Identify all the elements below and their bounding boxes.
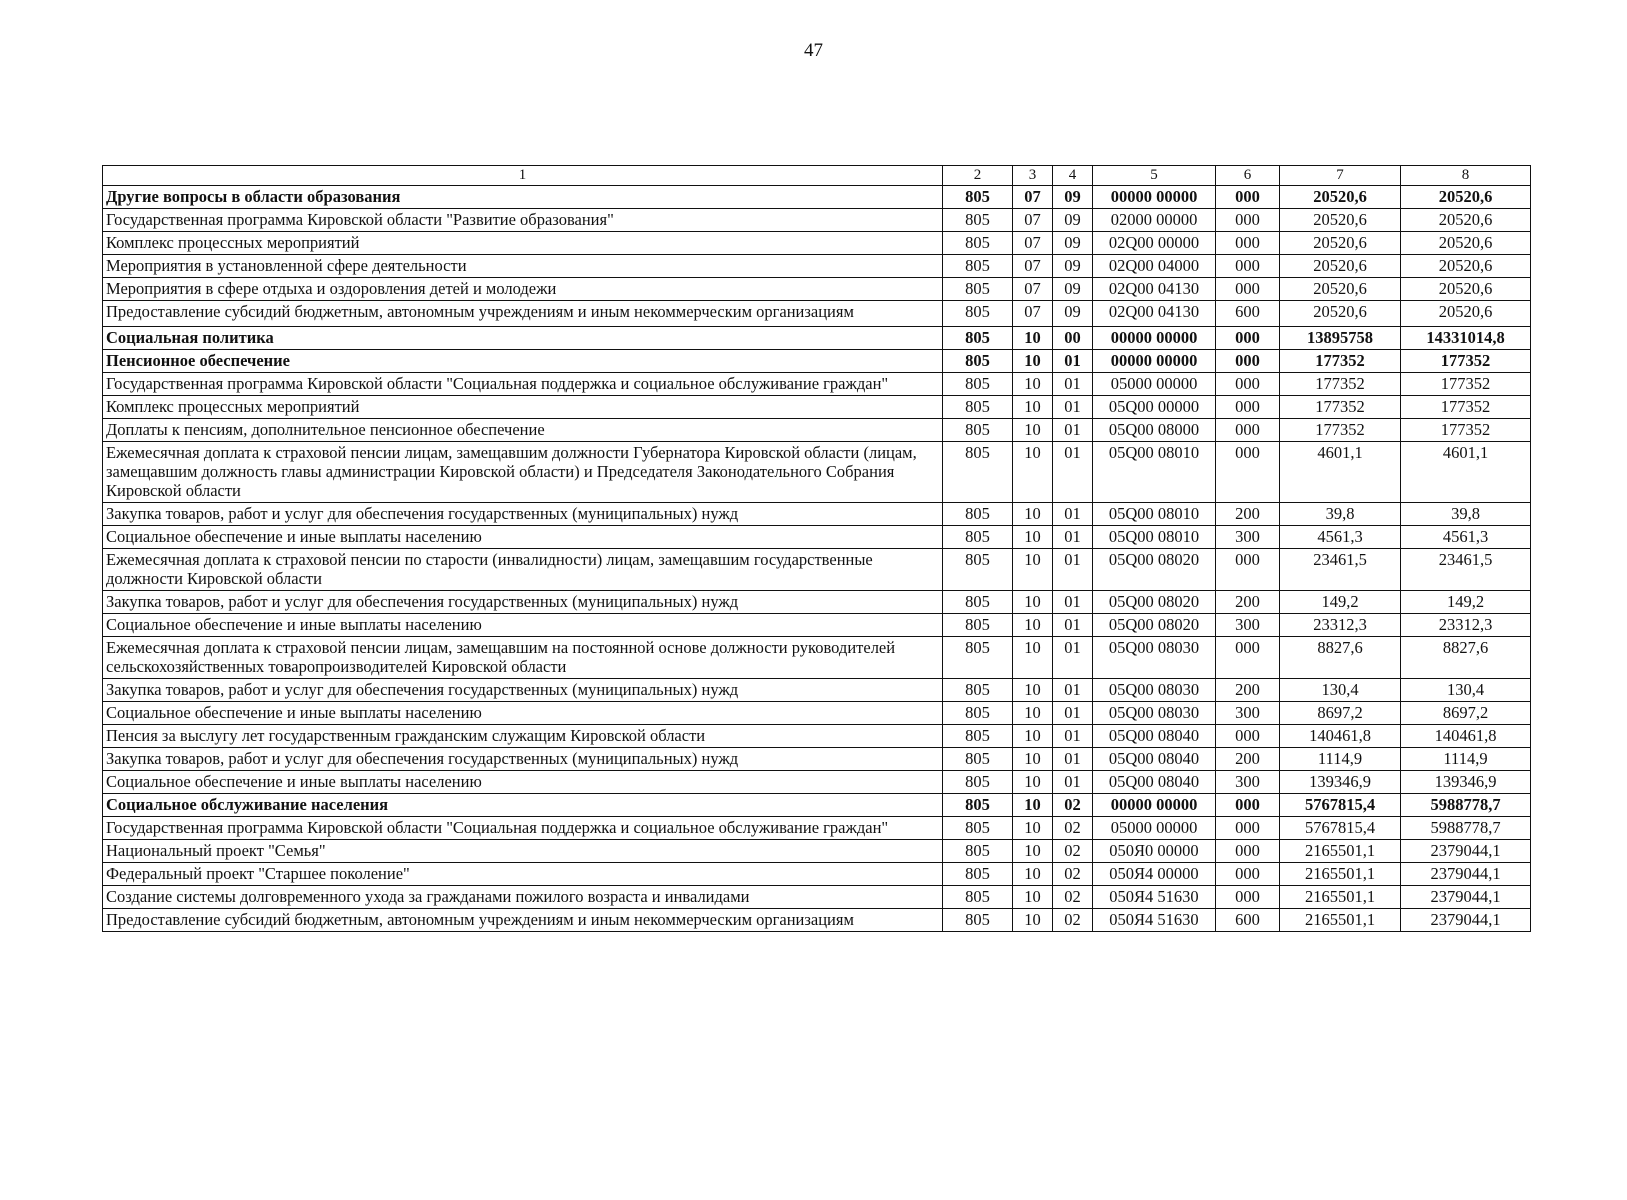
cell-target-article: 05Q00 08010 — [1093, 526, 1216, 549]
cell-amount-year-1: 5767815,4 — [1280, 794, 1401, 817]
cell-expense-type: 000 — [1216, 396, 1280, 419]
cell-amount-year-1: 20520,6 — [1280, 232, 1401, 255]
cell-name: Закупка товаров, работ и услуг для обеспечения государственных (муниципальных) нужд — [103, 748, 943, 771]
cell-target-article: 05Q00 08040 — [1093, 771, 1216, 794]
cell-ministry-code: 805 — [943, 679, 1013, 702]
table-row — [103, 614, 1531, 637]
cell-amount-year-2: 177352 — [1401, 396, 1531, 419]
cell-target-article: 05Q00 08020 — [1093, 614, 1216, 637]
cell-ministry-code: 805 — [943, 278, 1013, 301]
cell-amount-year-2: 20520,6 — [1401, 255, 1531, 278]
cell-name: Социальное обеспечение и иные выплаты населению — [103, 771, 943, 794]
cell-amount-year-1: 2165501,1 — [1280, 863, 1401, 886]
cell-ministry-code: 805 — [943, 232, 1013, 255]
cell-ministry-code: 805 — [943, 442, 1013, 503]
cell-amount-year-1: 140461,8 — [1280, 725, 1401, 748]
cell-section-code: 10 — [1013, 679, 1053, 702]
cell-amount-year-2: 20520,6 — [1401, 301, 1531, 327]
cell-target-article: 05Q00 08020 — [1093, 549, 1216, 591]
cell-ministry-code: 805 — [943, 637, 1013, 679]
cell-subsection-code: 02 — [1053, 794, 1093, 817]
table-row — [103, 327, 1531, 350]
cell-subsection-code: 09 — [1053, 232, 1093, 255]
cell-subsection-code: 01 — [1053, 591, 1093, 614]
cell-name: Создание системы долговременного ухода за гражданами пожилого возраста и инвалидами — [103, 886, 943, 909]
cell-amount-year-2: 2379044,1 — [1401, 886, 1531, 909]
cell-amount-year-2: 139346,9 — [1401, 771, 1531, 794]
cell-target-article: 00000 00000 — [1093, 327, 1216, 350]
cell-target-article: 02Q00 04130 — [1093, 301, 1216, 327]
cell-ministry-code: 805 — [943, 503, 1013, 526]
cell-amount-year-1: 13895758 — [1280, 327, 1401, 350]
cell-section-code: 10 — [1013, 373, 1053, 396]
cell-amount-year-2: 149,2 — [1401, 591, 1531, 614]
cell-section-code: 10 — [1013, 614, 1053, 637]
cell-target-article: 05000 00000 — [1093, 817, 1216, 840]
cell-subsection-code: 01 — [1053, 373, 1093, 396]
cell-name: Государственная программа Кировской области "Развитие образования" — [103, 209, 943, 232]
cell-amount-year-1: 2165501,1 — [1280, 840, 1401, 863]
cell-amount-year-2: 2379044,1 — [1401, 840, 1531, 863]
cell-subsection-code: 01 — [1053, 503, 1093, 526]
cell-amount-year-2: 130,4 — [1401, 679, 1531, 702]
header-cell-2: 2 — [943, 166, 1013, 186]
cell-target-article: 05Q00 08040 — [1093, 748, 1216, 771]
cell-amount-year-2: 4561,3 — [1401, 526, 1531, 549]
cell-subsection-code: 01 — [1053, 679, 1093, 702]
cell-ministry-code: 805 — [943, 373, 1013, 396]
cell-amount-year-1: 177352 — [1280, 419, 1401, 442]
table-row — [103, 591, 1531, 614]
cell-subsection-code: 01 — [1053, 702, 1093, 725]
cell-amount-year-1: 2165501,1 — [1280, 886, 1401, 909]
cell-amount-year-1: 177352 — [1280, 350, 1401, 373]
table-row — [103, 748, 1531, 771]
cell-amount-year-2: 23461,5 — [1401, 549, 1531, 591]
cell-amount-year-2: 2379044,1 — [1401, 863, 1531, 886]
table-row — [103, 679, 1531, 702]
cell-subsection-code: 02 — [1053, 909, 1093, 932]
cell-name: Доплаты к пенсиям, дополнительное пенсионное обеспечение — [103, 419, 943, 442]
cell-subsection-code: 01 — [1053, 549, 1093, 591]
table-body — [103, 166, 1531, 932]
table-row — [103, 794, 1531, 817]
cell-ministry-code: 805 — [943, 350, 1013, 373]
cell-section-code: 10 — [1013, 794, 1053, 817]
cell-ministry-code: 805 — [943, 771, 1013, 794]
header-cell-5: 5 — [1093, 166, 1216, 186]
table-row — [103, 526, 1531, 549]
cell-ministry-code: 805 — [943, 419, 1013, 442]
cell-ministry-code: 805 — [943, 301, 1013, 327]
table-row — [103, 886, 1531, 909]
cell-name: Ежемесячная доплата к страховой пенсии по старости (инвалидности) лицам, замещавшим государственные должности Кировской области — [103, 549, 943, 591]
cell-subsection-code: 00 — [1053, 327, 1093, 350]
cell-expense-type: 200 — [1216, 503, 1280, 526]
cell-amount-year-2: 20520,6 — [1401, 232, 1531, 255]
table-row — [103, 350, 1531, 373]
cell-amount-year-2: 4601,1 — [1401, 442, 1531, 503]
cell-section-code: 10 — [1013, 526, 1053, 549]
cell-expense-type: 000 — [1216, 327, 1280, 350]
table-row — [103, 255, 1531, 278]
cell-ministry-code: 805 — [943, 886, 1013, 909]
cell-expense-type: 300 — [1216, 614, 1280, 637]
cell-target-article: 05Q00 08030 — [1093, 679, 1216, 702]
cell-expense-type: 000 — [1216, 209, 1280, 232]
cell-ministry-code: 805 — [943, 327, 1013, 350]
cell-amount-year-1: 23312,3 — [1280, 614, 1401, 637]
cell-ministry-code: 805 — [943, 526, 1013, 549]
cell-target-article: 050Я4 51630 — [1093, 909, 1216, 932]
table-row — [103, 702, 1531, 725]
cell-expense-type: 000 — [1216, 886, 1280, 909]
cell-amount-year-1: 4601,1 — [1280, 442, 1401, 503]
cell-section-code: 07 — [1013, 278, 1053, 301]
cell-subsection-code: 01 — [1053, 614, 1093, 637]
cell-expense-type: 000 — [1216, 419, 1280, 442]
table-row — [103, 419, 1531, 442]
header-cell-8: 8 — [1401, 166, 1531, 186]
cell-ministry-code: 805 — [943, 396, 1013, 419]
cell-target-article: 00000 00000 — [1093, 350, 1216, 373]
cell-target-article: 02Q00 04000 — [1093, 255, 1216, 278]
cell-target-article: 050Я0 00000 — [1093, 840, 1216, 863]
cell-section-code: 10 — [1013, 840, 1053, 863]
cell-subsection-code: 02 — [1053, 886, 1093, 909]
cell-section-code: 10 — [1013, 886, 1053, 909]
cell-target-article: 05Q00 08040 — [1093, 725, 1216, 748]
cell-amount-year-2: 23312,3 — [1401, 614, 1531, 637]
cell-subsection-code: 09 — [1053, 278, 1093, 301]
cell-amount-year-1: 139346,9 — [1280, 771, 1401, 794]
header-row — [103, 166, 1531, 186]
cell-section-code: 10 — [1013, 817, 1053, 840]
cell-name: Пенсия за выслугу лет государственным гражданским служащим Кировской области — [103, 725, 943, 748]
cell-section-code: 10 — [1013, 725, 1053, 748]
cell-amount-year-1: 39,8 — [1280, 503, 1401, 526]
cell-expense-type: 200 — [1216, 748, 1280, 771]
cell-expense-type: 000 — [1216, 794, 1280, 817]
header-cell-3: 3 — [1013, 166, 1053, 186]
cell-ministry-code: 805 — [943, 863, 1013, 886]
cell-section-code: 10 — [1013, 909, 1053, 932]
cell-name: Государственная программа Кировской области "Социальная поддержка и социальное обслуживание граждан" — [103, 373, 943, 396]
cell-subsection-code: 02 — [1053, 817, 1093, 840]
cell-ministry-code: 805 — [943, 255, 1013, 278]
cell-section-code: 07 — [1013, 186, 1053, 209]
cell-amount-year-1: 20520,6 — [1280, 301, 1401, 327]
cell-amount-year-1: 8827,6 — [1280, 637, 1401, 679]
cell-target-article: 050Я4 00000 — [1093, 863, 1216, 886]
cell-target-article: 05Q00 08020 — [1093, 591, 1216, 614]
cell-expense-type: 000 — [1216, 549, 1280, 591]
table-row — [103, 442, 1531, 503]
cell-name: Мероприятия в сфере отдыха и оздоровления детей и молодежи — [103, 278, 943, 301]
cell-section-code: 10 — [1013, 863, 1053, 886]
cell-section-code: 10 — [1013, 503, 1053, 526]
cell-name: Комплекс процессных мероприятий — [103, 396, 943, 419]
cell-subsection-code: 02 — [1053, 840, 1093, 863]
cell-subsection-code: 09 — [1053, 301, 1093, 327]
cell-ministry-code: 805 — [943, 186, 1013, 209]
header-cell-6: 6 — [1216, 166, 1280, 186]
cell-ministry-code: 805 — [943, 209, 1013, 232]
cell-expense-type: 600 — [1216, 909, 1280, 932]
cell-expense-type: 000 — [1216, 186, 1280, 209]
cell-target-article: 00000 00000 — [1093, 186, 1216, 209]
cell-amount-year-1: 130,4 — [1280, 679, 1401, 702]
cell-ministry-code: 805 — [943, 702, 1013, 725]
page-number: 47 — [804, 40, 823, 61]
cell-expense-type: 600 — [1216, 301, 1280, 327]
cell-name: Закупка товаров, работ и услуг для обеспечения государственных (муниципальных) нужд — [103, 591, 943, 614]
cell-name: Предоставление субсидий бюджетным, автономным учреждениям и иным некоммерческим организациям — [103, 301, 943, 327]
cell-section-code: 07 — [1013, 232, 1053, 255]
cell-subsection-code: 01 — [1053, 419, 1093, 442]
cell-amount-year-2: 20520,6 — [1401, 278, 1531, 301]
header-cell-4: 4 — [1053, 166, 1093, 186]
table-row — [103, 817, 1531, 840]
cell-name: Социальное обеспечение и иные выплаты населению — [103, 702, 943, 725]
cell-amount-year-2: 8697,2 — [1401, 702, 1531, 725]
cell-amount-year-2: 8827,6 — [1401, 637, 1531, 679]
cell-subsection-code: 01 — [1053, 350, 1093, 373]
cell-target-article: 02000 00000 — [1093, 209, 1216, 232]
cell-name: Ежемесячная доплата к страховой пенсии лицам, замещавшим должности Губернатора Кировской области (лицам, замещавшим должность главы администрации Кировской области) и Председателя Законодательного Собрания Кировской области — [103, 442, 943, 503]
cell-amount-year-2: 140461,8 — [1401, 725, 1531, 748]
cell-name: Пенсионное обеспечение — [103, 350, 943, 373]
cell-section-code: 10 — [1013, 591, 1053, 614]
cell-name: Другие вопросы в области образования — [103, 186, 943, 209]
cell-target-article: 05Q00 08010 — [1093, 503, 1216, 526]
table-row — [103, 373, 1531, 396]
table-row — [103, 278, 1531, 301]
cell-amount-year-1: 20520,6 — [1280, 255, 1401, 278]
cell-expense-type: 300 — [1216, 702, 1280, 725]
table-row — [103, 549, 1531, 591]
cell-subsection-code: 01 — [1053, 637, 1093, 679]
cell-target-article: 050Я4 51630 — [1093, 886, 1216, 909]
cell-ministry-code: 805 — [943, 549, 1013, 591]
cell-amount-year-1: 177352 — [1280, 396, 1401, 419]
cell-expense-type: 200 — [1216, 679, 1280, 702]
budget-table — [102, 165, 1531, 932]
cell-amount-year-1: 177352 — [1280, 373, 1401, 396]
cell-expense-type: 000 — [1216, 255, 1280, 278]
cell-section-code: 07 — [1013, 255, 1053, 278]
cell-name: Государственная программа Кировской области "Социальная поддержка и социальное обслуживание граждан" — [103, 817, 943, 840]
cell-target-article: 05000 00000 — [1093, 373, 1216, 396]
cell-name: Национальный проект "Семья" — [103, 840, 943, 863]
cell-amount-year-1: 23461,5 — [1280, 549, 1401, 591]
cell-amount-year-2: 2379044,1 — [1401, 909, 1531, 932]
cell-section-code: 10 — [1013, 350, 1053, 373]
cell-name: Ежемесячная доплата к страховой пенсии лицам, замещавшим на постоянной основе должности руководителей сельскохозяйственных товаропроизводителей Кировской области — [103, 637, 943, 679]
cell-amount-year-1: 20520,6 — [1280, 209, 1401, 232]
cell-amount-year-1: 5767815,4 — [1280, 817, 1401, 840]
cell-section-code: 10 — [1013, 748, 1053, 771]
cell-section-code: 07 — [1013, 209, 1053, 232]
cell-expense-type: 000 — [1216, 278, 1280, 301]
cell-amount-year-2: 39,8 — [1401, 503, 1531, 526]
cell-name: Мероприятия в установленной сфере деятельности — [103, 255, 943, 278]
table-row — [103, 503, 1531, 526]
cell-expense-type: 300 — [1216, 526, 1280, 549]
cell-target-article: 02Q00 04130 — [1093, 278, 1216, 301]
cell-name: Социальная политика — [103, 327, 943, 350]
cell-amount-year-1: 149,2 — [1280, 591, 1401, 614]
cell-section-code: 10 — [1013, 771, 1053, 794]
cell-expense-type: 000 — [1216, 232, 1280, 255]
cell-amount-year-1: 4561,3 — [1280, 526, 1401, 549]
cell-subsection-code: 01 — [1053, 442, 1093, 503]
cell-subsection-code: 09 — [1053, 255, 1093, 278]
cell-expense-type: 000 — [1216, 637, 1280, 679]
cell-amount-year-1: 1114,9 — [1280, 748, 1401, 771]
cell-target-article: 05Q00 00000 — [1093, 396, 1216, 419]
cell-amount-year-2: 20520,6 — [1401, 186, 1531, 209]
table-row — [103, 209, 1531, 232]
cell-subsection-code: 09 — [1053, 186, 1093, 209]
cell-name: Предоставление субсидий бюджетным, автономным учреждениям и иным некоммерческим организациям — [103, 909, 943, 932]
cell-section-code: 10 — [1013, 442, 1053, 503]
cell-name: Комплекс процессных мероприятий — [103, 232, 943, 255]
table-row — [103, 637, 1531, 679]
cell-subsection-code: 01 — [1053, 771, 1093, 794]
cell-section-code: 10 — [1013, 396, 1053, 419]
table-row — [103, 909, 1531, 932]
cell-ministry-code: 805 — [943, 909, 1013, 932]
cell-expense-type: 300 — [1216, 771, 1280, 794]
cell-ministry-code: 805 — [943, 817, 1013, 840]
table-row — [103, 863, 1531, 886]
cell-amount-year-2: 177352 — [1401, 373, 1531, 396]
cell-subsection-code: 01 — [1053, 396, 1093, 419]
cell-section-code: 10 — [1013, 419, 1053, 442]
cell-subsection-code: 01 — [1053, 526, 1093, 549]
table-row — [103, 301, 1531, 327]
cell-ministry-code: 805 — [943, 840, 1013, 863]
cell-expense-type: 200 — [1216, 591, 1280, 614]
cell-ministry-code: 805 — [943, 794, 1013, 817]
cell-amount-year-1: 20520,6 — [1280, 186, 1401, 209]
cell-expense-type: 000 — [1216, 817, 1280, 840]
header-cell-1: 1 — [103, 166, 943, 186]
cell-ministry-code: 805 — [943, 725, 1013, 748]
cell-amount-year-2: 5988778,7 — [1401, 817, 1531, 840]
cell-name: Закупка товаров, работ и услуг для обеспечения государственных (муниципальных) нужд — [103, 503, 943, 526]
cell-amount-year-1: 20520,6 — [1280, 278, 1401, 301]
cell-name: Социальное обеспечение и иные выплаты населению — [103, 614, 943, 637]
cell-expense-type: 000 — [1216, 442, 1280, 503]
header-cell-7: 7 — [1280, 166, 1401, 186]
table-row — [103, 186, 1531, 209]
cell-expense-type: 000 — [1216, 373, 1280, 396]
cell-section-code: 07 — [1013, 301, 1053, 327]
table-row — [103, 396, 1531, 419]
cell-section-code: 10 — [1013, 549, 1053, 591]
cell-amount-year-2: 20520,6 — [1401, 209, 1531, 232]
cell-amount-year-2: 177352 — [1401, 350, 1531, 373]
cell-subsection-code: 01 — [1053, 748, 1093, 771]
cell-section-code: 10 — [1013, 702, 1053, 725]
cell-target-article: 05Q00 08000 — [1093, 419, 1216, 442]
cell-expense-type: 000 — [1216, 350, 1280, 373]
cell-expense-type: 000 — [1216, 863, 1280, 886]
cell-amount-year-1: 2165501,1 — [1280, 909, 1401, 932]
cell-amount-year-2: 1114,9 — [1401, 748, 1531, 771]
cell-name: Закупка товаров, работ и услуг для обеспечения государственных (муниципальных) нужд — [103, 679, 943, 702]
cell-section-code: 10 — [1013, 637, 1053, 679]
cell-target-article: 02Q00 00000 — [1093, 232, 1216, 255]
cell-subsection-code: 01 — [1053, 725, 1093, 748]
cell-target-article: 00000 00000 — [1093, 794, 1216, 817]
cell-ministry-code: 805 — [943, 614, 1013, 637]
cell-expense-type: 000 — [1216, 840, 1280, 863]
table-row — [103, 232, 1531, 255]
cell-target-article: 05Q00 08010 — [1093, 442, 1216, 503]
table-row — [103, 725, 1531, 748]
cell-name: Федеральный проект "Старшее поколение" — [103, 863, 943, 886]
cell-section-code: 10 — [1013, 327, 1053, 350]
cell-amount-year-2: 14331014,8 — [1401, 327, 1531, 350]
cell-amount-year-1: 8697,2 — [1280, 702, 1401, 725]
cell-name: Социальное обеспечение и иные выплаты населению — [103, 526, 943, 549]
cell-subsection-code: 09 — [1053, 209, 1093, 232]
cell-name: Социальное обслуживание населения — [103, 794, 943, 817]
cell-amount-year-2: 5988778,7 — [1401, 794, 1531, 817]
cell-ministry-code: 805 — [943, 591, 1013, 614]
cell-target-article: 05Q00 08030 — [1093, 702, 1216, 725]
table-row — [103, 840, 1531, 863]
cell-target-article: 05Q00 08030 — [1093, 637, 1216, 679]
cell-amount-year-2: 177352 — [1401, 419, 1531, 442]
table-row — [103, 771, 1531, 794]
cell-ministry-code: 805 — [943, 748, 1013, 771]
cell-expense-type: 000 — [1216, 725, 1280, 748]
cell-subsection-code: 02 — [1053, 863, 1093, 886]
